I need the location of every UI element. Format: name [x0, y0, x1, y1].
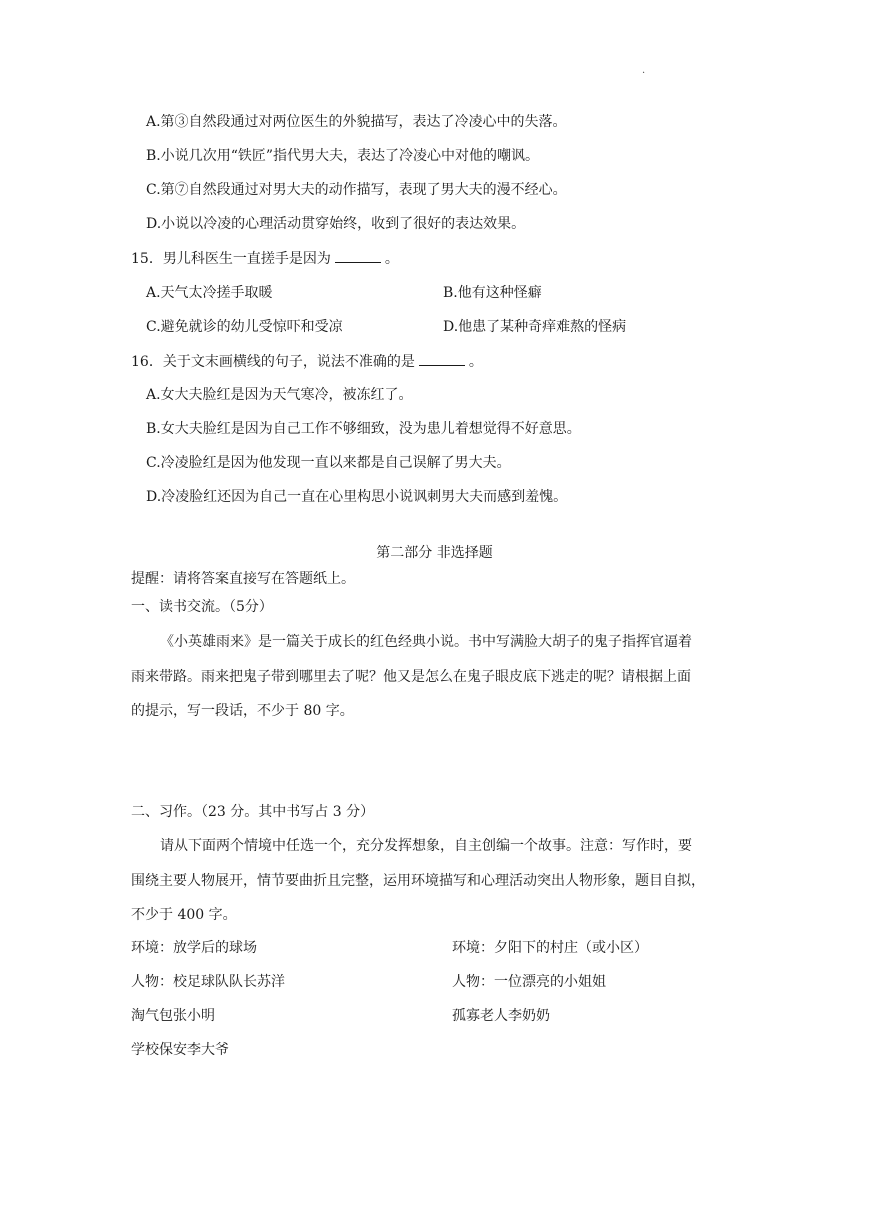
section2-line-2: 围绕主要人物展开，情节要曲折且完整，运用环境描写和心理活动突出人物形象，题目自拟，: [131, 873, 705, 889]
scenario-right-line-3: 孤寡老人李奶奶: [452, 1008, 550, 1024]
q16-stem-text: 16．关于文末画横线的句子，说法不准确的是: [131, 354, 415, 370]
scenario-left-line-1: 环境：放学后的球场: [131, 940, 257, 956]
q16-option-d: D.冷凌脸红还因为自己一直在心里构思小说讽刺男大夫而感到羞愧。: [146, 489, 568, 505]
section2-line-1: 请从下面两个情境中任选一个，充分发挥想象，自主创编一个故事。注意：写作时，要: [160, 838, 692, 854]
q16-option-c: C.冷凌脸红是因为他发现一直以来都是自己误解了男大夫。: [146, 455, 511, 471]
answer-blank: [335, 248, 381, 263]
section1-heading: 一、读书交流。（5分）: [131, 599, 273, 615]
scenario-left-line-4: 学校保安李大爷: [131, 1042, 229, 1058]
part2-title: 第二部分 非选择题: [376, 545, 493, 561]
section2-line-3: 不少于 400 字。: [131, 907, 237, 923]
q16-option-a: A.女大夫脸红是因为天气寒冷，被冻红了。: [146, 387, 413, 403]
q15-stem-end: 。: [384, 251, 399, 267]
scenario-right-line-2: 人物：一位漂亮的小姐姐: [452, 974, 606, 990]
q16-option-b: B.女大夫脸红是因为自己工作不够细致，没为患儿着想觉得不好意思。: [146, 421, 581, 437]
q16-stem-end: 。: [468, 354, 483, 370]
q14-option-c: C.第⑦自然段通过对男大夫的动作描写，表现了男大夫的漫不经心。: [146, 182, 567, 198]
scenario-left-line-2: 人物：校足球队队长苏洋: [131, 974, 285, 990]
q15-option-b: B.他有这种怪癖: [443, 285, 542, 301]
section1-line-2: 雨来带路。雨来把鬼子带到哪里去了呢？他又是怎么在鬼子眼皮底下逃走的呢？请根据上面: [131, 669, 691, 685]
section1-line-3: 的提示，写一段话，不少于 80 字。: [131, 703, 354, 719]
q15-stem: [131, 248, 399, 269]
q15-option-d: D.他患了某种奇痒难熬的怪病: [443, 319, 627, 335]
q16-stem: [131, 351, 483, 372]
q14-option-a: A.第③自然段通过对两位医生的外貌描写，表达了冷凌心中的失落。: [146, 114, 567, 130]
q15-option-a: A.天气太冷搓手取暖: [146, 285, 273, 301]
q15-stem-text: 15．男儿科医生一直搓手是因为: [131, 251, 331, 267]
header-mark: ·: [642, 68, 646, 79]
q15-option-c: C.避免就诊的幼儿受惊吓和受凉: [146, 319, 343, 335]
scenario-right-line-1: 环境：夕阳下的村庄（或小区）: [452, 940, 648, 956]
q14-option-d: D.小说以冷凌的心理活动贯穿始终，收到了很好的表达效果。: [146, 216, 526, 232]
part2-reminder: 提醒：请将答案直接写在答题纸上。: [131, 571, 355, 587]
section2-heading: 二、习作。（23 分。其中书写占 3 分）: [131, 804, 375, 820]
q14-option-b: B.小说几次用“铁匠”指代男大夫，表达了冷凌心中对他的嘲讽。: [146, 148, 540, 164]
section1-line-1: 《小英雄雨来》是一篇关于成长的红色经典小说。书中写满脸大胡子的鬼子指挥官逼着: [160, 634, 692, 650]
answer-blank: [419, 351, 465, 366]
scenario-left-line-3: 淘气包张小明: [131, 1008, 215, 1024]
